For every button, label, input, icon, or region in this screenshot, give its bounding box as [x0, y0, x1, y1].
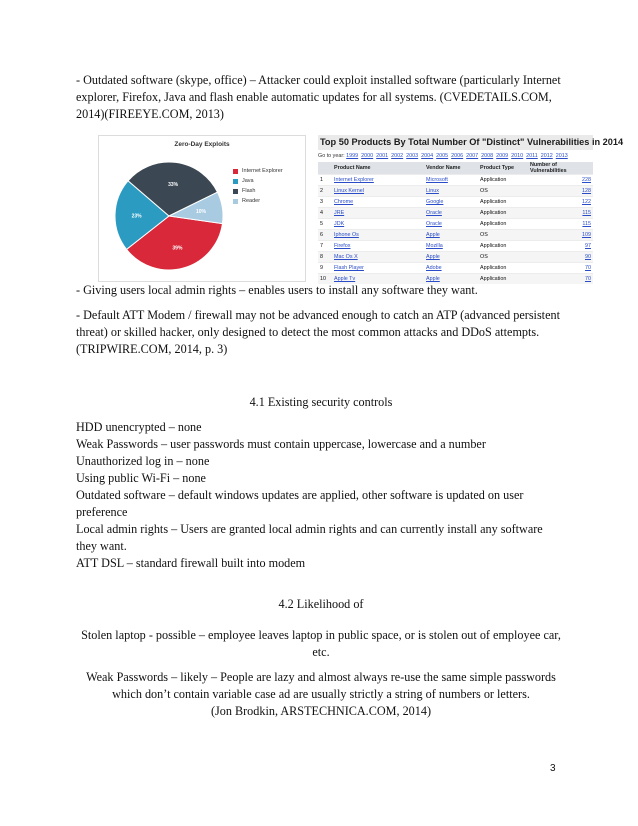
vulnerabilities-table-figure	[318, 135, 624, 295]
control-line-admin: Local admin rights – Users are granted local admin rights and can currently install any software they want.	[76, 522, 543, 553]
row-index: 6	[318, 230, 332, 241]
legend-item	[233, 166, 283, 176]
product-name[interactable]: Internet Explorer	[332, 175, 424, 186]
product-type: Application	[478, 208, 528, 219]
pie-value-label: 33%	[168, 181, 179, 188]
product-name[interactable]: Mac Os X	[332, 252, 424, 263]
citation: (Jon Brodkin, ARSTECHNICA.COM, 2014)	[210, 704, 432, 718]
year-link[interactable]: 2002	[391, 153, 404, 159]
row-index: 4	[318, 208, 332, 219]
product-name[interactable]: Apple Tv	[332, 274, 424, 285]
table-title: Top 50 Products By Total Number Of "Distinct" Vulnerabilities in 2014	[318, 135, 593, 150]
vendor-name[interactable]: Adobe	[424, 263, 478, 274]
vulnerability-count[interactable]: 70	[528, 274, 593, 285]
product-name[interactable]: Firefox	[332, 241, 424, 252]
zero-day-pie-chart	[98, 135, 306, 282]
table-row	[318, 241, 593, 252]
product-type: Application	[478, 274, 528, 285]
vulnerability-count[interactable]: 109	[528, 230, 593, 241]
vulnerability-count[interactable]: 228	[528, 175, 593, 186]
existing-controls-list	[76, 419, 566, 572]
vendor-name[interactable]: Google	[424, 197, 478, 208]
year-link[interactable]: 2009	[496, 153, 509, 159]
table-row	[318, 263, 593, 274]
pie-value-label: 39%	[172, 245, 183, 252]
section-4-2-heading: 4.2 Likelihood of	[278, 597, 364, 611]
product-type: OS	[478, 186, 528, 197]
legend-label: Internet Explorer	[242, 168, 283, 174]
col-count-header: Number of Vulnerabilities	[528, 162, 593, 175]
row-index: 5	[318, 219, 332, 230]
control-line-passwords: Weak Passwords – user passwords must contain uppercase, lowercase and a number	[76, 437, 486, 451]
product-type: Application	[478, 241, 528, 252]
product-name[interactable]: JRE	[332, 208, 424, 219]
year-link[interactable]: 1999	[346, 153, 359, 159]
year-link[interactable]: 2001	[376, 153, 389, 159]
year-link[interactable]: 2013	[555, 153, 568, 159]
row-index: 2	[318, 186, 332, 197]
table-row	[318, 208, 593, 219]
product-name[interactable]: Flash Player	[332, 263, 424, 274]
outdated-software-paragraph: - Outdated software (skype, office) – Attacker could exploit installed software (particularly Internet explorer, Firefox, Java and flash enable automatic updates for all systems. (CVEDETAILS.COM, 2014)(FIREEYE.COM, 2013)	[76, 73, 561, 121]
product-name[interactable]: JDK	[332, 219, 424, 230]
col-type-header: Product Type	[478, 162, 528, 175]
product-type: OS	[478, 252, 528, 263]
year-selector	[318, 153, 593, 162]
vendor-name[interactable]: Mozilla	[424, 241, 478, 252]
table-row	[318, 219, 593, 230]
year-link[interactable]: 2000	[361, 153, 374, 159]
vulnerability-count[interactable]: 128	[528, 186, 593, 197]
product-name[interactable]: Linux Kernel	[332, 186, 424, 197]
vulnerability-count[interactable]: 90	[528, 252, 593, 263]
legend-swatch	[233, 199, 238, 204]
year-link[interactable]: 2007	[466, 153, 479, 159]
legend-label: Reader	[242, 198, 261, 204]
vendor-name[interactable]: Oracle	[424, 219, 478, 230]
vendor-name[interactable]: Linux	[424, 186, 478, 197]
vulnerability-count[interactable]: 115	[528, 208, 593, 219]
control-line-hdd: HDD unencrypted – none	[76, 420, 202, 434]
year-link[interactable]: 2003	[406, 153, 419, 159]
col-index-header	[318, 162, 332, 175]
control-line-login: Unauthorized log in – none	[76, 454, 210, 468]
product-type: Application	[478, 197, 528, 208]
vendor-name[interactable]: Apple	[424, 252, 478, 263]
legend-item	[233, 176, 283, 186]
vulnerabilities-table	[318, 162, 593, 284]
year-link[interactable]: 2012	[540, 153, 553, 159]
table-body	[318, 175, 593, 285]
product-type: Application	[478, 263, 528, 274]
table-row	[318, 186, 593, 197]
product-type: Application	[478, 175, 528, 186]
control-line-outdated: Outdated software – default windows updates are applied, other software is updated on user preference	[76, 488, 524, 519]
chart-legend	[233, 166, 283, 206]
vulnerability-count[interactable]: 97	[528, 241, 593, 252]
vendor-name[interactable]: Apple	[424, 274, 478, 285]
vendor-name[interactable]: Oracle	[424, 208, 478, 219]
col-product-header: Product Name	[332, 162, 424, 175]
product-name[interactable]: Iphone Os	[332, 230, 424, 241]
table-row	[318, 230, 593, 241]
control-line-wifi: Using public Wi-Fi – none	[76, 471, 206, 485]
row-index: 7	[318, 241, 332, 252]
vendor-name[interactable]: Apple	[424, 230, 478, 241]
section-4-1-heading: 4.1 Existing security controls	[249, 395, 393, 409]
table-row	[318, 197, 593, 208]
row-index: 1	[318, 175, 332, 186]
vulnerability-count[interactable]: 122	[528, 197, 593, 208]
stolen-laptop-paragraph: Stolen laptop - possible – employee leaves laptop in public space, or is stolen out of employee car, etc.	[81, 628, 561, 659]
goto-label: Go to year:	[318, 153, 345, 159]
page-number: 3	[550, 763, 556, 774]
legend-swatch	[233, 179, 238, 184]
product-type: Application	[478, 219, 528, 230]
year-link[interactable]: 2004	[421, 153, 434, 159]
pie-value-label: 23%	[131, 213, 142, 220]
legend-label: Java	[242, 178, 254, 184]
product-type: OS	[478, 230, 528, 241]
year-link[interactable]: 2005	[436, 153, 449, 159]
table-row	[318, 252, 593, 263]
year-link[interactable]: 2011	[526, 153, 538, 159]
control-line-dsl: ATT DSL – standard firewall built into modem	[76, 556, 306, 570]
chart-title: Zero-Day Exploits	[174, 141, 230, 148]
legend-item	[233, 186, 283, 196]
row-index: 10	[318, 274, 332, 285]
product-name[interactable]: Chrome	[332, 197, 424, 208]
legend-item	[233, 196, 283, 206]
table-header-row	[318, 162, 593, 175]
admin-rights-paragraph: - Giving users local admin rights – enables users to install any software they want.	[76, 283, 478, 297]
col-vendor-header: Vendor Name	[424, 162, 478, 175]
legend-swatch	[233, 189, 238, 194]
year-link[interactable]: 2006	[451, 153, 464, 159]
weak-passwords-paragraph	[76, 669, 566, 720]
vendor-name[interactable]: Microsoft	[424, 175, 478, 186]
pie-value-label: 10%	[195, 208, 207, 215]
pie-chart-svg	[99, 136, 305, 281]
weak-passwords-text: Weak Passwords – likely – People are lazy and almost always re-use the same simple passwords which don’t contain variable case ad are usually strictly a string of numbers or letters.	[86, 670, 556, 701]
legend-label: Flash	[242, 188, 256, 194]
year-link[interactable]: 2008	[481, 153, 494, 159]
vulnerability-count[interactable]: 115	[528, 219, 593, 230]
row-index: 3	[318, 197, 332, 208]
year-links	[346, 153, 571, 159]
legend-swatch	[233, 169, 238, 174]
row-index: 9	[318, 263, 332, 274]
modem-paragraph: - Default ATT Modem / firewall may not be advanced enough to catch an ATP (advanced persistent threat) or skilled hacker, only designed to detect the most common attacks and DDoS attempts. (TRIPWIRE.COM, 2014, p. 3)	[76, 308, 560, 356]
table-row	[318, 175, 593, 186]
vulnerability-count[interactable]: 70	[528, 263, 593, 274]
year-link[interactable]: 2010	[511, 153, 524, 159]
row-index: 8	[318, 252, 332, 263]
